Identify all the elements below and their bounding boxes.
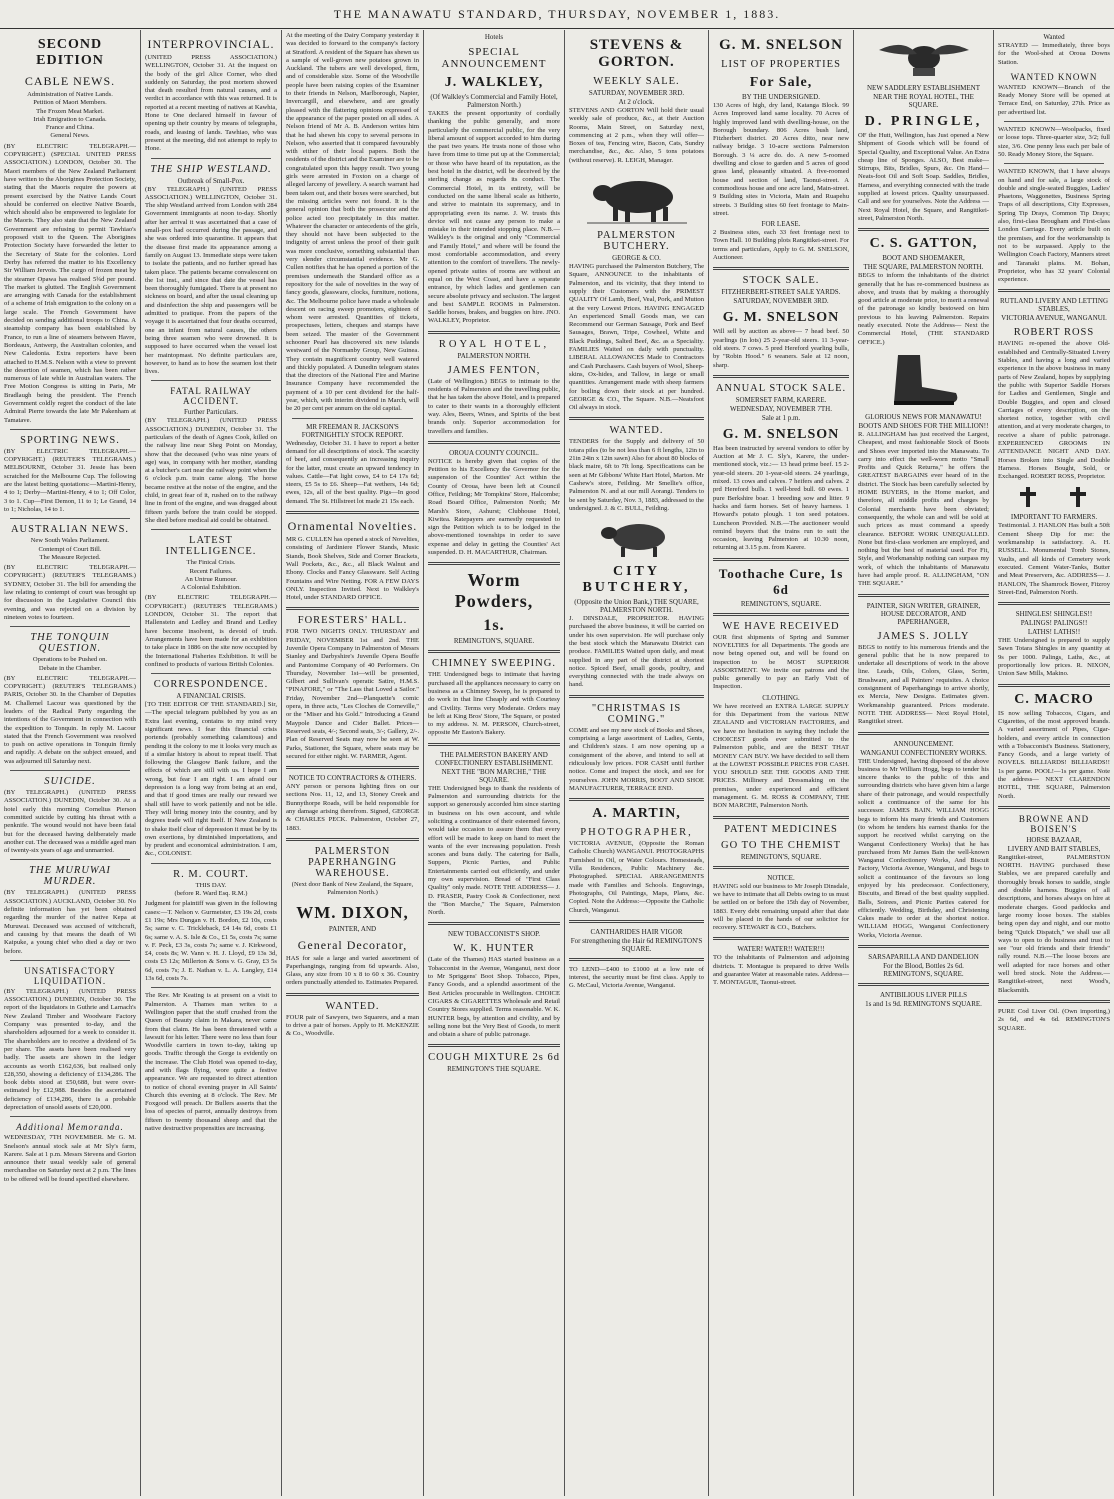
- dixon-name: WM. DIXON,: [296, 902, 409, 922]
- saddlery-crest-engraving: [858, 36, 989, 80]
- muruwai-body: (BY TELEGRAPH.) (UNITED PRESS ASSOCIATION.) AUCKLAND, October 30. No definite information has yet been obtained regarding the murder of the native Kepa at Muruwai. Deceased was accused of witchcraft, and causing by that means the death of Wi Kaipuke, a young chief who died a day or two before.: [4, 889, 136, 955]
- water-body: TO the inhabitants of Palmerston and adjoining districts. T. Montague is prepared to drive Wells and guarantee Water at reasonable rates. Address— T. MONTAGUE, Taonui-street.: [713, 954, 849, 987]
- hotels-label: Hotels: [484, 33, 504, 41]
- clothing-heading: CLOTHING.: [762, 693, 800, 702]
- palmerston-butchery-body: HAVING purchased the Palmerston Butchery, The Square, ANNOUNCE to the inhabitants of Palmerston, and its vicinity, that they intend to supply their Customers with the PRIMEST QUALITY Of Lamb, Beef, Veal, Pork, and Mutton at the very Lowest Prices. HAVING ENGAGED An experienced Small Goods man, we can Recommend our German Sausage, Pork and Beef Sausages, Brawn, Tripe, Cowheel, White and Black Puddings, Salted Beef, &c. as a Speciality. FAMILIES Waited on daily with punctuality. LIBERAL ALLOWANCES Made to Contractors and Cash Purchasers. Cash buyers of Wool, Sheep-skins, Ox-hides, and Tallow, in large or small quantities. Arrangement made with sheep farmers for boiling down their stock at per hundred. GEORGE & CO., The Square. N.B.—Neatsfoot Oil always in stock.: [569, 263, 704, 412]
- clothing-body: We have received an EXTRA LARGE SUPPLY for this Department from the various NEW ZEALAND and VICTORIAN FACTORIES, and we have no hesitation in saying they include the CHOICEST goods ever submitted to the Palmerston public, and are the BEST THAT MONEY CAN BUY. We have decided to sell them at the LOWEST POSSIBLE PRICES FOR CASH. YOU SHOULD SEE THE GOODS AND THE PRICES. Millinery and Dressmaking on the premises, under experienced and efficient management. G. M. ROSS & COMPANY, THE BON MARCHE, Palmerston North.: [713, 702, 849, 810]
- wanted-known-1: WANTED KNOWN—Branch of the Ready Money Store will be opened at Terrace End, on Saturday, 27th. Price as per advertised list.: [998, 83, 1110, 116]
- ornamental-novelties-body: MR G. CULLEN has opened a stock of Novelties, consisting of Jardiniere Flower Stands, Music Stands, Book Shelves, Side and Corner Brackets, Wall Pockets, &c., &c., all Black Walnut and Ebony. Clocks and Fancy Glassware. Self Acting Fountains and Wire Netting. FOR A FEW DAYS ONLY. Inspection Invited. Next to Walkley's Hotel, under STANDARD OFFICE.: [286, 536, 419, 602]
- rm-court-heading: R. M. COURT.: [173, 868, 249, 880]
- oroua-heading: OROUA COUNTY COUNCIL.: [449, 448, 539, 457]
- tobacconist-body: (Late of the Thames) HAS started business as a Tobacconist in the Avenue, Wanganui, next door to Mr Spriggens' Boot Shop. Tobacco, Pipes, Fancy Goods, and a splendid assortment of the Best Articles procurable in Wellington. CHOICE CIGARS & CIGARETTES Wholesale and Retail Country Stores supplied. Terms reasonable. W. K. HUNTER begs, by attention and civility, and by selling none but the Very Best of Goods, to merit and obtain a share of public patronage.: [428, 956, 560, 1039]
- westland-heading: THE SHIP WESTLAND.: [150, 163, 272, 175]
- stock-sale-heading: STOCK SALE.: [742, 275, 820, 287]
- george-co-name: GEORGE & CO.: [612, 254, 661, 263]
- sporting-news-body: (BY ELECTRIC TELEGRAPH.—COPYRIGHT.) (REUTER'S TELEGRAMS.) MELBOURNE, October 31. Jessie has been scratched for the Melbourne Cup. The following are the latest betting quotations:—Martini-Henry, 4 to 1; Derby—Martini-Henry, 4 to 1; Off Color, 3 to 1. Cup—First Demon, 11 to 1; Le Grand, 14 to 1; Nicholas, 14 to 1.: [4, 447, 136, 513]
- photographer-heading: PHOTOGRAPHER,: [580, 827, 693, 839]
- wanted-known-heading: WANTED KNOWN: [1010, 71, 1098, 82]
- liver-pills-body: 1s and 1s 9d. REMINGTON'S SQUARE.: [865, 1000, 982, 1009]
- bakery-body: THE Undersigned begs to thank the residents of Palmerston and surrounding districts for the support so generously accorded him since starting in business on his own account, and while soliciting a continuance of their esteemed favors, would take occasion to assure them that every effort will be made to keep on hand to meet the wants of the ever increasing population. Fresh scones and buns daily. The catering for Balls, Suppers, Picnic Parties, and Public Entertainments carried out efficiently, and under my own supervision. Bread of "First Class Quality" only made. NOTE THE ADDRESS— J. D. FRASER, Pastry Cook & Confectioner, next the "Bon Marche," The Square, Palmerston North.: [428, 784, 560, 917]
- tonquin-heading: THE TONQUIN QUESTION.: [30, 632, 110, 655]
- stock-sale-date: SATURDAY, NOVEMBER 3RD.: [733, 297, 829, 306]
- masthead: THE MANAWATU STANDARD, THURSDAY, NOVEMBER 1, 1883.: [0, 0, 1114, 29]
- wanted-known-2: WANTED KNOWN—Woolpacks, fixed or loose tops. Three-quarter size, 3/2; full size, 3/6. One penny less each per bale of 50. Ready Money Store, the Square.: [998, 126, 1110, 158]
- memoranda-heading: Additional Memoranda.: [16, 1122, 124, 1133]
- saddlery-heading: NEW SADDLERY ESTABLISHMENT: [867, 84, 980, 92]
- stock-sale-auctioneer: G. M. SNELSON: [722, 310, 840, 326]
- snelson-name: G. M. SNELSON: [719, 37, 843, 53]
- water-heading: WATER! WATER!! WATER!!!: [737, 945, 825, 954]
- australian-news-heading: AUSTRALIAN NEWS.: [10, 524, 130, 536]
- properties-body: 130 Acres of high, dry land, Katanga Block. 99 Acres Improved land same locality. 70 Acres of highly improved land with dwelling-house, on the Borough boundary. 806 Acres bush land, Fitzherbert district. 20 Acres ditto, near new railway bridge. 3 10-acre sections Palmerston Borough. 3 ¼ acre do. do. A new 5-roomed dwelling and close to garden and 5 acres of good grass land, pleasantly situated. A five-roomed house and section of land, Taonui-street. A commodious house and one acre land, Main-street. 9 Building sites in Victoria, Main and Ruapehu streets. 3 Building sites 60 feet frontage to Main-street.: [713, 102, 849, 217]
- rutland-heading: RUTLAND LIVERY AND LETTING STABLES,: [999, 297, 1109, 314]
- stock-report-body: Wednesday, October 31. I have to report a better demand for all descriptions of stock. The scarcity of beef, and consequently an increasing inquiry for the latter, must create an upward tendency in values. Cattle—Fat light cows, £4 to £4 17s 6d; steers, £5 5s to £6. Sheep—Fat wethers, 14s 6d; ewes, 12s, all of the best quality. Pigs—In good demand. The St. Hillstreet lot made 21 15s each.: [286, 439, 419, 505]
- annual-stock-sale-body: Has been instructed by several vendors to offer by Auction at Mr J. C. Sly's, Karere, the under-mentioned stock, viz.:— 13 head prime beef. 15 2-year-old steers. 20 1-year-old steers. 24 yearlings, mixed. 13 cows and calves. 7 heifers and calves. 2 prd Hereford bulls. 1 well-bred bull. 60 ewes. 1 pure Berkshire boar. 1 breeding sow and litter. 9 hacks and farm horses. Set of heavy harness. 1 Howard's potato plough. 1 ton seed potatoes. Luncheon Provided. N.B.—The auctioneer would remind buyers that the trains run to suit the occasion, leaving Palmerston at 10.30 noon, returning at 3.15 p.m. from Karere.: [713, 444, 849, 552]
- latest-intelligence-sub: The Finical Crisis. Recent Failures. An Untrue Rumour. A Colonial Exhibition.: [181, 559, 241, 592]
- railway-accident-body: (BY TELEGRAPH.) (UNITED PRESS ASSOCIATION.) DUNEDIN, October 31. The particulars of the death of Agnes Cook, killed on the railway line near Sheg Point on Monday, show that the deceased (who was nine years of age) was, in company with her mother, standing at a butcher's cart near the railway point when the 6 o'clock p.m. train came along. The horse became restive at the noise of the engine, and the child, in great fear of it, rushed on to the railway line in front of the engine, and was dragged about fifteen yards before the train could be stopped. She died before medical aid could be obtained.: [145, 417, 277, 524]
- memoranda-body: WEDNESDAY, 7TH NOVEMBER. Mr G. M. Snelson's annual stock sale at Mr Sly's farm, Karere. Sale at 1 p.m. Messrs Stevens and Gorton announce their usual weekly sale of general merchandise on Saturday next at 2 p.m. The lines to be offered will be found specified elsewhere.: [4, 1134, 136, 1183]
- walkley-name: J. WALKLEY,: [444, 75, 544, 90]
- suicide-heading: SUICIDE.: [44, 776, 96, 788]
- browne-boisen-heading: BROWNE AND BOISEN'S: [1018, 813, 1090, 834]
- to-lend-body: TO LEND—£400 to £1000 at a low rate of interest, the security must be first class. Apply to G. McCaul, Victoria Avenue, Wanganui.: [569, 965, 704, 990]
- westland-body: (BY TELEGRAPH.) (UNITED PRESS ASSOCIATION.) WELLINGTON, October 31. The ship Westland arrived from London with 284 Government immigrants at noon to-day. Shortly after her arrival it was ascertained that a case of small-pox had occurred during the passage, and she was ordered into quarantine. It appears that the disease first made its appearance among a family on August 13. Immediate steps were taken to isolate the patients, and no further spread has taken place. The patients became convalescent on the 1st inst., and since that date the vessel has been thoroughly fumigated. There is at present no sickness on board, and after the usual cleaning up and disinfection the ship and passengers will be admitted to pratique. From the papers of the voyage it is ascertained that four deaths occurred, one an infant from natural causes, the others being three seamen who were drowned. It is supposed to have occurred when the vessel lost her maintopmast. No definite particulars are, however, to hand as to how the seamen lost their lives.: [145, 185, 277, 376]
- pringle-name: D. PRINGLE,: [864, 114, 983, 129]
- australian-news-sub: New South Wales Parliament. Contempt of Court Bill. The Measure Rejected.: [30, 537, 110, 561]
- cross-icon: [998, 485, 1110, 509]
- painter-heading: PAINTER, SIGN WRITER, GRAINER, HOUSE DECORATOR, AND PAPERHANGER,: [866, 601, 981, 626]
- notice-body: HAVING sold our business to Mr Joseph Dinsdale, we have to intimate that all Debts owing to us must be settled on or before the 15th day of November, 1883. Every debt remaining unpaid after that date will be placed in the hands of our solicitor for recovery. STEWART & CO., Butchers.: [713, 882, 849, 932]
- cantharides-body: For strengthening the Hair 6d REMINGTON'S SQUARE.: [570, 936, 703, 953]
- weekly-sale-time: At 2 o'clock.: [618, 98, 655, 106]
- local-paragraphs: At the meeting of the Dairy Company yesterday it was decided to forward to the company's factory at Stratford. A resident of the Square has shewn us a sample of well-grown new potatoes grown in Auckland. The tubers are well developed, firm, and of considerable size. Some of the Woodville people have been raising copies of the Examiner to their friends in Nelson, Marlborough, Napier, Invercargill, and elsewhere, and are greatly pleased with the flattering opinions expressed of the appearance of the paper posted on all sides. A Nelson friend of Mr A. B. Anderson writes him that he had shewn his copy to several persons in Nelson, who asserted that it compared favourably with either of their local papers. Both the residents of the district and the Examiner are to be congratulated upon this happy result. Two young girls were arrested in Foxton on a charge of alleged larceny of jewellery. A search warrant had been taken out, and their boxes were searched, but the missing articles were not found. It is the general opinion that both the prosecutor and the police acted too precipitately in this matter. Whatever the character or antecedents of the girls, they should not have been subjected to the indignity of arrest unless the proof of their guilt was more conclusive, something substantial than very slender circumstantial evidence. Mr G. Cullen notifies that he has opened a portion of the premises underneath the Standard office as a repository for the sale of novelties in the way of fancy goods, glassware, clocks, furniture, notions, &c. The Melbourne police have made a wholesale descent on racing sweep promoters, eighteen of whom were arrested. Quantities of tickets, prospectuses, letters, cheques and stamps have been seized. The master of the Government schooner Pearl has discovered six new islands westward of the Normanby Group, New Guinea. They contain magnificent country well watered and thickly populated. A Dunedin telegram states that the directors of the National Fire and Marine Insurance Company have recommended the payment of a 10 per cent dividend for the half-year, which, with interim dividend in March, will be 20 per cent per annum on the old capital.: [286, 32, 419, 413]
- notice-contractors-body: ANY person or persons lighting fires on our sections Nos. 11, 12, and 13, Stoney Creek and Bunnythorpe Roads, will be held responsible for any damage arising therefrom. Signed, GEORGE & CHARLES PECK. Palmerston, October 27, 1883.: [286, 783, 419, 832]
- gatton-trade: BOOT AND SHOEMAKER,: [882, 254, 965, 263]
- notice-heading: NOTICE.: [767, 873, 795, 882]
- tonquin-body: (BY ELECTRIC TELEGRAPH.—COPYRIGHT.) (REUTER'S TELEGRAMS.) PARIS, October 30. In the Chamber of Deputies M. Challemel Lacour was questioned by the leaders of the Radical Party regarding the intentions of the Government in connection with the expedition to Tonquin. In reply M. Lacour stated that the French Government was resolved to push on active operations in Tonquin firmly and rapidly. A debate on the subject ensued, and was adjourned till Saturday next.: [4, 674, 136, 765]
- westland-sub: Outbreak of Small-Pox.: [177, 176, 245, 185]
- sarsaparilla-heading: SARSAPARILLA AND DANDELION: [868, 953, 979, 962]
- stevens-gorton-heading: STEVENS & GORTON.: [589, 37, 684, 70]
- wanted-label: Wanted: [1043, 33, 1065, 41]
- rutland-sub: VICTORIA AVENUE, WANGANUI.: [1001, 314, 1107, 323]
- jolly-body: BEGS to notify to his numerous friends and the general public that he is now prepared to undertake all descriptions of work in the above line. Leads, Oils, Colors, Glass, Scrim, Brushware, and all Painters' requisites. A choice consignment of Paperhangings to arrive shortly, ex Mercia, New Designs. Estimates given. Workmanship guaranteed. Prices moderate. NOTE THE ADDRESS— Next Royal Hotel, Rangitikei street.: [858, 643, 989, 726]
- liquidation-heading: UNSATISFACTORY LIQUIDATION.: [24, 965, 116, 986]
- wanted-sawyers-heading: WANTED.: [325, 1000, 380, 1012]
- patent-medicines-heading: PATENT MEDICINES: [724, 823, 838, 835]
- sarsaparilla-body: For the Blood, Bottles 2s 6d. REMINGTON'S, SQUARE.: [883, 962, 964, 979]
- saddlery-sub: NEAR THE ROYAL HOTEL, THE SQUARE.: [873, 93, 974, 109]
- australian-news-body: (BY ELECTRIC TELEGRAPH.—COPYRIGHT.) (REUTER'S TELEGRAMS.) SYDNEY, October 31. The bill for amending the law relating to contempt of court was brought up for discussion in the Legislative Council this evening, and was rejected on a division by nineteen votes to fourteen.: [4, 564, 136, 621]
- livery-bait-stables: LIVERY AND BAIT STABLES,: [1007, 844, 1101, 853]
- toothache-cure-address: REMINGTON'S, SQUARE.: [740, 599, 822, 608]
- we-have-received-body: OUR first shipments of Spring and Summer NOVELTIES for all Departments. The goods are now being opened out, and will be found on inspection to be MOST SUPERIOR ASSORTMENT. We invite our patrons and the public generally to pay an Early Visit of Inspection.: [713, 633, 849, 691]
- rutland-body: HAVING re-opened the above Old-established and Centrally-Situated Livery Stables, and having a long and varied experience in the above business in many parts of New Zealand, hopes by supplying the public with Superior Saddle Horses for Ladies and Gentlemen, Single and Double Buggies, and open and closed Carriages of every description, on the shortest notice, together with civil attention, and at very moderate charges, to receive a share of public patronage. EXPERIENCED GROOMS IN ATTENDANCE NIGHT AND DAY. Horses Broken into Single and Double Harness. Horses Bought, Sold, or Exchanged. ROBERT ROSS, Proprietor.: [998, 340, 1110, 481]
- confectionery-body: THE Undersigned, having disposed of the above business to Mr William Hogg, begs to tender his sincere thanks to the public of this and surrounding districts who have given him a large share of their patronage, and would respectfully solicit a continuance of the same for his successor. JAMES BAIN. WILLIAM HOGG begs to inform his many friends and Customers (to whom he tenders his earnest thanks for the support he received whilst carrying on the Wanganui Confectionery Works) that he has purchased from Mr James Bain the well-known Wanganui Confectionery Works, And Biscuit Factory, Victoria Avenue, Wanganui, and begs to solicit a continuance of the favours so long enjoyed by his predecessor. Confectionery, Biscuits, and Bread of the best quality supplied. Balls, Soirees, and Picnic Parties catered for efficiently. Wedding, Birthday, and Christening Cakes made to order at the shortest notice. WILLIAM HOGG, Wanganui Confectionery Works, Victoria Avenue.: [858, 757, 989, 939]
- latest-intelligence-body: (BY ELECTRIC TELEGRAPH.—COPYRIGHT.) (REUTER'S TELEGRAMS.) LONDON, October 31. The report that Hallenstein and Ledley and Brand and Ledley have become insolvent, is devoid of truth. Arrangements have been made for an exhibition to take place in 1886 on the site now occupied by the International Fisheries Exhibition. It will be confined to products of various British Colonies.: [145, 594, 277, 668]
- farmers-heading: IMPORTANT TO FARMERS.: [1010, 513, 1098, 522]
- dixon-body: HAS for sale a large and varied assortment of Paperhangings, ranging from 6d upwards. Also, Glass, any size from 10 x 8 to 60 x 36. Country orders punctually attended to. Estimates Prepared.: [286, 954, 419, 987]
- sporting-news-heading: SPORTING NEWS.: [20, 434, 120, 446]
- worm-powders-price: 1s.: [483, 617, 505, 635]
- allingham-body: R. ALLINGHAM has just received the Largest, Cheapest, and most fashionable Stock of Boots and Shoes ever imported into the Manawatu. To carry into effect the well-worn motto "Small Profits and Quick Returns," he offers the GREATEST BARGAINS ever heard of in the district. The Stock has been carefully selected by HOME BUYERS, in the Home market, and therefore, all middle profits and charges by Colonial merchants have been obviated; consequently, the whole can and will be sold at such prices as must command a speedy clearance. BEFORE WORK UNEQUALLED. None but first-class workmen are employed, and nothing but the best of material used. For Fit, Style, and Workmanship nothing can surpass my work, of which the inhabitants of Manawatu have had ample proof. R. ALLINGHAM, "ON THE SQUARE.": [858, 430, 989, 588]
- gatton-name: C. S. GATTON,: [869, 236, 978, 252]
- column-7: [854, 30, 994, 1496]
- correspondence-heading: CORRESPONDENCE.: [153, 679, 269, 691]
- city-butchery-sub: (Opposite the Union Bank,) THE SQUARE, PALMERSTON NORTH.: [574, 598, 699, 615]
- paperhanging-heading: PALMERSTON PAPERHANGING WAREHOUSE.: [308, 845, 397, 879]
- macro-name: C. MACRO: [1014, 691, 1094, 707]
- special-announcement-heading: SPECIAL ANNOUNCEMENT: [441, 46, 547, 70]
- local-news-body: The Rev. Mr Keating is at present on a visit to Palmerston. A Thames man writes to a Wellington paper that the stuff crushed from the Queen of Beauty claim in Makara, never came from that claim. He has been threatened with a lawsuit for his letter. There were no less than four Woodville carriers in town to-day, taking up goods. Traffic through the Gorge is evidently on the increase. The Club Hotel was opened to-day, and with flags flying, wore quite a festive appearance. We are requested to direct attention to notice of choral evening prayer in All Saints' Church this evening at 8 o'clock. The Rev. Mr Foxgood will preach. Dr Bullers asserts that the loss of species of parrot, annually destroys from fifteen to twenty thousand sheep and that the native destructive propensities are increasing.: [145, 992, 277, 1133]
- annual-stock-sale-date: WEDNESDAY, NOVEMBER 7TH.: [730, 404, 832, 413]
- glorious-news-heading: GLORIOUS NEWS FOR MANAWATU!: [865, 412, 982, 421]
- shingles-heading: SHINGLES! SHINGLES!!: [1015, 610, 1093, 619]
- column-4: [424, 30, 565, 1496]
- by-undersigned: BY THE UNDERSIGNED.: [742, 93, 820, 101]
- go-to-chemist: GO TO THE CHEMIST: [721, 839, 841, 851]
- column-2: [141, 30, 282, 1496]
- fenton-name: JAMES FENTON,: [447, 364, 541, 376]
- oroua-body: NOTICE is hereby given that copies of the Petition to his Excellency the Governor for the suspension of the Counties' Act within the County of Oroua, have been left at Council Office, Feilding; Mr Tompkins' Store, Halcombe; Road Board Office, Palmerston North; Mr Marsh's Store, Ashurst; Clubhouse Hotel, Kiwitea. Ratepayers are earnestly requested to sign the Petition which is to be lodged in the above-mentioned townships in order to save expense and delay in getting the Counties' Act suspended. D. H. MACARTHUR, Chairman.: [428, 457, 560, 557]
- correspondence-body: [TO THE EDITOR OF THE STANDARD.] Sir,—The special telegram published by you as an Extra last evening, contains to my mind very significant news. I fear this financial crisis portends (probably something calamitous) and pending it the colony to me it looks very much as if a similar history is about to repeat itself. That following the Glasgow Bank failure, and the effects of which are still with us. I hope I am wrong, but fear I am right. I am afraid our depression is a long way from being at an end, and that if good times are really our reward we shall still have to work patiently and not be idle. They will bring money into the country, and by degrees trade will right itself. If New Zealand is to shake itself clear of depression it must be by its own exertions, by diminished importations, and by prudent and economical administration. I am, &c., COLONIST.: [145, 701, 277, 858]
- suicide-body: (BY TELEGRAPH.) (UNITED PRESS ASSOCIATION.) DUNEDIN, October 30. At a hotel early this morning Cornelius Pierson committed suicide by cutting his throat with a penknife. The wound would not have been fatal but for the deceased having deliberately made another cut. The deceased was a middle aged man of twenty-six years of age and unmarried.: [4, 789, 136, 855]
- royal-hotel-body: (Late of Wellington.) BEGS to intimate to the residents of Palmerston and the travelling public, that he has taken the above Hotel, and is prepared to cater to their wants in a thoroughly efficient way. Ales, Beers, Wines, and Spirits of the best brands only. Superior accommodation for travellers and families.: [428, 377, 560, 435]
- muruwai-heading: THE MURUWAI MURDER.: [29, 865, 111, 888]
- jolly-name: JAMES S. JOLLY: [877, 630, 970, 642]
- gatton-body: BEGS to inform the inhabitants of the district generally that he has re-commenced business as above, and trusts that by making a thoroughly good article at moderate price, to merit a renewal of the patronage so kindly bestowed on him previous to his leaving Palmerston. Repairs neatly executed. Note the Address— Next the Commercial Hotel, (THE STANDARD OFFICE.): [858, 272, 989, 346]
- ross-name: ROBERT ROSS: [1013, 327, 1095, 339]
- cable-contents: Administration of Native Lands. Petition of Maori Members. The Frozen Meat Market. Irish Emigration to Canada. France and China. General News.: [27, 91, 113, 140]
- for-lease-body: 2 Business sites, each 33 feet frontage next to Town Hall. 10 Building plots Rangitikei-street. For terms and particulars, Apply to G. M. SNELSON, Auctioneer.: [713, 229, 849, 262]
- bakery-heading: THE PALMERSTON BAKERY AND CONFECTIONERY ESTABLISHMENT.: [435, 750, 553, 767]
- second-edition-heading: SECOND EDITION: [36, 37, 104, 68]
- walkley-sub: (Of Walkley's Commercial and Family Hotel, Palmerston North.): [430, 93, 558, 109]
- wanted-tenders-body: TENDERS for the Supply and delivery of 50 totara piles (to be not less than 6 ft lengths, 12in to 21in 24in x 12in sawn) Also for about 80 blocks of black maire, 6ft to 7ft long. Specifications can be seen at Mr Gibbons' White Hart Hotel, Marton. Mr Cashew's store, Feilding. Mr Smellie's office, Palmerston N. and at our mill Aorangi. Tenders to be sent by Saturday, Nov. 3, 1883, addressed to the undersigned. J. & C. BULL, Feilding.: [569, 438, 704, 512]
- stock-sale-place: FITZHERBERT-STREET SALE YARDS.: [721, 288, 841, 297]
- chimney-sweeping-body: THE Undersigned begs to intimate that having purchased all the appliances necessary to carry on business as a Chimney Sweep, he is prepared to do work in that line Cheaply and with Courtesy and Civility. Terms very Moderate. Orders may be left at King Bros' Store, The Square, or posted to my address. N. M. PERSON, Church-street, opposite Mr Easton's Bakery.: [428, 671, 560, 737]
- hanlon-body: Testimonial. J. HANLON Has built a 50ft Cement Sheep Dip for me: the workmanship is satisfactory. A. H. RUSSELL. Monumental Tomb Stones, Vaults, and all kinds of Cemetery work executed. Cement Water-Tanks, Butter and Meat Preservers, &c. ADDRESS— J. HANLON, The Shamrock Bower, Fitzroy Street-End, Palmerston North.: [998, 522, 1110, 596]
- palings-heading: PALINGS! PALINGS!!: [1020, 619, 1088, 628]
- interprovincial-body: (UNITED PRESS ASSOCIATION.) WELLINGTON, October 31. At the inquest on the body of the girl Alice Corner, who died suddenly on Saturday, the post mortem showed that death resulted from natural causes, and a verdict in accordance with this was returned. It is reported at a recent meeting of natives at Kawhia, Hone te One declared himself in favour of opening up their country by means of telegraphs, roads, and leasing of lands. Tawhiao, who was present at the meeting, did not attempt to reply to Hone.: [145, 54, 277, 153]
- cod-liver-oil-body: PURE Cod Liver Oil. (Own importing,) 2s 6d, and 4s 6d. REMINGTON'S SQUARE.: [998, 1007, 1110, 1032]
- royal-hotel-heading: ROYAL HOTEL,: [438, 338, 550, 350]
- hunter-name: W. K. HUNTER: [453, 943, 535, 955]
- laths-heading: LATHS! LATHS!!: [1027, 628, 1081, 637]
- gatton-address: THE SQUARE, PALMERSTON NORTH.: [863, 263, 984, 272]
- annual-stock-sale-place: SOMERSET FARM, KARERE.: [735, 395, 827, 404]
- notice-contractors-heading: NOTICE TO CONTRACTORS & OTHERS.: [288, 774, 417, 783]
- column-1: [0, 30, 141, 1496]
- railway-accident-sub: Further Particulars.: [183, 408, 239, 417]
- boot-engraving: [858, 351, 989, 409]
- palmerston-butchery-heading: PALMERSTON BUTCHERY.: [597, 230, 676, 253]
- photographer-body: VICTORIA AVENUE, (Opposite the Roman Catholic Church) WANGANUI. PHOTOGRAPHS Furnished in Oil, or Water Colours. Homesteads, Villa Residences, Public Machinery &c. Photographed. SPECIAL ARRANGEMENTS made with Families and Schools. Engravings, Photographs, Oil Paintings, Maps, Plans, &c. Copied. Note the Address:—Opposite the Catholic Church, Wanganui.: [569, 840, 704, 914]
- weekly-sale-body: STEVENS AND GORTON Will hold their usual weekly sale of produce, &c., at their Auction Rooms, Main Street, on Saturday next, commencing at 2 p.m., when they will offer— Boxes of tea, Fencing wire, Bacon, Cats, Sundry merchandise, &c., &c. Also, 5 tons potatoes (without reserve). R. LEIGH, Manager.: [569, 107, 704, 164]
- tonquin-sub: Operations to be Pushed on. Debate in the Chamber.: [32, 656, 108, 672]
- we-have-received-heading: WE HAVE RECEIVED: [722, 620, 840, 632]
- column-8: [994, 30, 1114, 1496]
- announcement-heading: ANNOUNCEMENT.: [893, 739, 954, 748]
- confectionery-works-sub: WANGANUI CONFECTIONERY WORKS.: [860, 748, 987, 757]
- ornamental-novelties-heading: Ornamental Novelties.: [287, 519, 418, 534]
- nixon-body: THE Undersigned is prepared to supply Sawn Totara Shingles in any quantity at 9s per 1000. Palings, Laths, &c., at proportionally low prices. R. NIXON, Union Saw Mills, Makino.: [998, 637, 1110, 678]
- for-sale: For Sale,: [749, 75, 813, 90]
- cable-news-heading: CABLE NEWS.: [24, 74, 116, 88]
- christmas-heading: "CHRISTMAS IS COMING.": [591, 702, 682, 725]
- correspondence-sub: A FINANCIAL CRISIS.: [176, 692, 246, 701]
- annual-stock-sale-auctioneer: G. M. SNELSON: [722, 426, 840, 442]
- paperhanging-body: (Next door Bank of New Zealand, the Square, Palmerston North.): [291, 880, 414, 897]
- railway-accident-heading: FATAL RAILWAY ACCIDENT.: [170, 386, 252, 407]
- tobacconist-heading: NEW TOBACCONIST'S SHOP.: [447, 930, 541, 939]
- column-6: [709, 30, 854, 1496]
- cable-news-body: (BY ELECTRIC TELEGRAPH.—COPYRIGHT.) (SPECIAL UNITED PRESS ASSOCIATION.) LONDON, October 30. The Maori members of the New Zealand Parliament have written to the Aborigines Protection Society, stating that the Maoris require the powers at present exercised by the Native Lands Court should be conferred on elective Native Boards, which should also be empowered to legislate for the Maoris. They also state that the New Zealand Government are refusing to permit Tawhiao's proposed visit to the Queen. The Aborigines Protection Society have forwarded the letter to the Secretary of State for the colonies. Lord Derby has referred the matter to his Excellency Sir William Jervois. The cargo of frozen meat by the steamer Opawa has realised 5¾d per pound. The market is glutted. The English Government are arranging with Canada for the establishment of a scheme of Irish emigration to the colony on a large scale. The French Government have decided on sending additional troops to China. A steamship company has been established by France, to run a line of steamers between Havre, Bordeaux, Antwerp, the Australian colonies, and New Caledonia. Extra reporters have been attached to H.M.S. Nelson with a view to prevent the desertion of seamen, which has been rather numerous of late while in Australian waters. The Free Motion Congress is sitting in Paris, Mr Bradlaugh being the president. The French Government coldly regret the conduct of the late Admiral Pierre towards the late Mr Pakenham at Tamatave.: [4, 142, 136, 424]
- sheep-engraving: [569, 517, 704, 559]
- royal-hotel-sub: PALMERSTON NORTH.: [457, 351, 531, 360]
- for-lease-heading: FOR LEASE.: [761, 220, 801, 229]
- worm-powders-address: REMINGTON'S, SQUARE.: [453, 637, 535, 646]
- macro-body: IS now selling Tobaccos, Cigars, and Cigarettes, of the most approved brands. A varied assortment of Pipes, Cigar-holders, and every article in connection with a Tobacconist's Business. Stationery, Fancy Goods, and a large variety of NOVELS. BILLIARDS! BILLIARDS!! 1s per game. POOL!—1s per game. Note the address— NEXT CLARENDON HOTEL, THE SQUARE, Palmerston North.: [998, 709, 1110, 800]
- bakery-sub: NEXT THE "BON MARCHE," THE SQUARE.: [441, 767, 547, 784]
- liquidation-body: (BY TELEGRAPH.) (UNITED PRESS ASSOCIATION.) DUNEDIN, October 30. The report of the liquidators in Guthrie and Larnach's New Zealand Timber and Woodware Factory Company was presented to-day, and the shareholders adjourned for a week to consider it. The shareholders are to receive a dividend of 5s per share. The assets have been realised very badly. The assets are shown in the ledger accounts as worth £162,636, but realised only £28,350, showing a deficiency of £134,286. The book debts stood at £50,688, but were over-estimated by £12,988. Besides the ascertained deficiency of £134,286, there is a probable depreciation of unsold assets of £20,000.: [4, 987, 136, 1111]
- christmas-body: COME and see my new stock of Books and Shoes, comprising a large assortment of Ladies, Gents, and Children's sizes. I am now opening up a consignment of the above, and intend to sell at ridiculously low prices. FOR CASH until further notice. Come and inspect the stock, and see for yourselves. JOHN MORRIS, BOOT AND SHOE MANUFACTURER, TERRACE END.: [569, 726, 704, 792]
- toothache-cure-heading: Toothache Cure, 1s 6d: [718, 565, 844, 597]
- foresters-hall-heading: FORESTERS' HALL.: [297, 615, 408, 627]
- strayed-body: STRAYED — Immediately, three boys for the Wool-shed at Oroua Downs Station.: [998, 42, 1110, 66]
- cough-mixture-address: REMINGTON'S THE SQUARE.: [447, 1065, 541, 1074]
- weekly-sale-heading: WEEKLY SALE.: [593, 76, 680, 87]
- saddlery-body: OF the Hutt, Wellington, has Just opened a New Shipment of Goods which will be found of Special Quality, and Exceptional Value. An Extra cheap line of Sponges. ALSO, Best make—Stirrups, Bits, Bridles, Spurs, &c. On Hand—Neats-foot Oil and Soft Soap. Saddles, Bridles, Harness, and everything connected with the trade supplied at lowest prices. Quality unsurpassed. Call and see for yourselves. Note the Address — Next Royal Hotel, the Square, and Rangitikei-street, Palmerston North.: [858, 132, 989, 222]
- walkley-body: TAKES the present opportunity of cordially thanking the public generally, and more particularly the commercial public, for the very liberal amount of support accorded to him during the past two years. He trusts none of those who have from time to time put up at the Commercial; or those who have heard of its reputation, as the best hotel in the district, will be deceived by the sterling change as regards its conduct. The Commercial Hotel, in its entirety, will be conducted on the same liberal scale as hitherto, and strive to maintain its supremacy, and in appropriating even its name. J. W. trusts this device will not cause any person to make a mistake in their intended stopping place. N.B.—Walkley's is the original and only "Commercial and Family Hotel," and where will be found the most comfortable accommodation, and every attention to the comfort of travellers. The newly-opened private suites of rooms are without an equal on the West Coast, and have a separate entrance, by which ladies and gentlemen can secure absolute privacy and seclusion. The largest and best SAMPLE ROOMS in Palmerston. Saddle horses, brakes, and buggies on hire. JNO. WALKLEY, Proprietor.: [428, 110, 560, 325]
- liver-pills-heading: ANTIBILIOUS LIVER PILLS: [879, 991, 968, 1000]
- foresters-hall-body: FOR TWO NIGHTS ONLY. THURSDAY and FRIDAY, NOVEMBER 1st and 2nd. THE Juvenile Opera Company in Palmerston of Messrs Stanley and Darbyshire's Juvenile Opera Bouffe and Pantomime Company of 40 Performers. On Thursday, November 1st—will be presented, Gilbert and Sullivan's operatic Satire, H.M.S. "PINAFORE," or "The Lass that Loved a Sailor." Friday, November 2nd—Planquette's comic opera, in three acts, "Les Cloches de Corneville," or the "Miser and his Gold." Introducing a Grand Maypole Dance and Cider Ballet. Prices—Reserved seats, 4/-; Second seats, 3/-; Gallery, 2/-. Plan of Reserved Seats may now be seen at W. Parks, Stationer, the Square, where seats may be secured for either night. W. FARMER, Agent.: [286, 628, 419, 760]
- rm-court-body: Judgment for plaintiff was given in the following cases:—T. Nelson v. Gurmeister, £3 19s 2d, costs £1 19s; Mrs Dungan v. H. Bordon, £2 10s, costs 5s; same v. C. Trickleback, £4 14s 6d, costs £1 6s; same v. A. S. Isle & Co., £1 5s, costs 7s; same v. F. Peck, £3 3s, costs 7s; same v. J. Kirkwood, £4, costs 8s; W. Vann v. H. J. Lloyd, £9 13s 3d, costs £3 12s; Millerton & Sons v. G. Gray, £3 5s 6d, costs 7s; J. E. Nathan v. L. A. Langley, £14 13s 6d, costs 7s.: [145, 900, 277, 983]
- latest-intelligence-heading: LATEST INTELLIGENCE.: [165, 535, 257, 558]
- bull-engraving: [569, 169, 704, 225]
- boots-shoes-sub: BOOTS AND SHOES FOR THE MILLION!!: [858, 421, 989, 430]
- weekly-sale-date: SATURDAY, NOVEMBER 3RD.: [588, 89, 685, 97]
- column-5: [565, 30, 709, 1496]
- rm-court-sub: THIS DAY. (before R. Ward Esq. R.M.): [174, 881, 248, 898]
- interprovincial-heading: INTERPROVINCIAL.: [147, 37, 275, 51]
- city-butchery-heading: CITY BUTCHERY,: [582, 564, 691, 596]
- martin-name: A. MARTIN,: [592, 806, 681, 822]
- annual-stock-sale-heading: ANNUAL STOCK SALE.: [715, 382, 847, 394]
- column-3: [282, 30, 424, 1496]
- patent-medicines-address: REMINGTON'S, SQUARE.: [740, 852, 822, 861]
- stock-report-heading: MR FREEMAN R. JACKSON'S FORTNIGHTLY STOCK REPORT.: [301, 422, 404, 439]
- wanted-sawyers-body: FOUR pair of Sawyers, two Squarers, and a man to drive a pair of horses. Apply to H. McKENZIE & Co., Woodville.: [286, 1013, 419, 1038]
- worm-powders-heading: Worm Powders,: [454, 570, 534, 612]
- stock-sale-body: Will sell by auction as above— 7 head beef. 50 yearlings (in lots) 25 2-year-old steers. 11 3-year-old steers. 7 cows. 5 pred Hereford yearling bulls, by "Robin Hood." 6 weaners. Sale at 12 noon, sharp.: [713, 328, 849, 369]
- cantharides-heading: CANTHARIDES HAIR VIGOR: [590, 927, 683, 936]
- wanted-tenders-heading: WANTED.: [609, 425, 664, 437]
- cough-mixture-heading: COUGH MIXTURE 2s 6d: [428, 1052, 560, 1064]
- wanted-known-3: WANTED KNOWN, that I have always on hand and for sale, a large stock of double and single-seated Buggies, Ladies' Phaetons, Waggonettes, Business Spring Traps of all descriptions, City Expresses, Spring Tip Drays, Common Tip Drays; also, first-class Brougham and First-class London Carriage. Every article built on the premises, and for the workmanship is not to be surpassed. Apply to the Wellington Coach Factory, Manners street and Taranaki plains. M. Bohan, Proprietor, who has 32 years' Colonial experience.: [998, 168, 1110, 284]
- list-of-properties: LIST OF PROPERTIES: [721, 59, 841, 70]
- chimney-sweeping-heading: CHIMNEY SWEEPING.: [432, 658, 556, 670]
- dixon-trade: PAINTER, AND: [328, 924, 377, 933]
- city-butchery-body: J. DINSDALE, PROPRIETOR. HAVING purchased the above business, it will be carried on under his own supervision. He will purchase only the best stock which the Manawatu District can produce. FAMILIES Waited upon daily, and meat supplied in any part of the district at shortest notice. Spiced Beef, small goods, poultry, and everything connected with the trade always on hand.: [569, 615, 704, 689]
- horse-bazaar: HORSE BAZAAR,: [1026, 835, 1082, 844]
- browne-boisen-body: Rangitikei-street, PALMERSTON NORTH. HAVING purchased these Stables, we are prepared carefully and thoroughly break horses to saddle, single and double harness. Buggies of all descriptions, and horses always on hire at moderate charges. Good paddocks and large roomy loose boxes. The stables being open day and night, and our motto being "Quick Dispatch," we shall use all ways to open to do business and trust to see "our old friends and their friends" rally round. N.B.—The loose boxes are well adapted for race horses and other well bred stock. Note the Address.— Rangitikei-street, next Wood's, Blacksmith.: [998, 853, 1110, 994]
- dixon-decorator: General Decorator,: [297, 937, 408, 952]
- annual-stock-sale-time: Sale at 1 p.m.: [761, 413, 801, 422]
